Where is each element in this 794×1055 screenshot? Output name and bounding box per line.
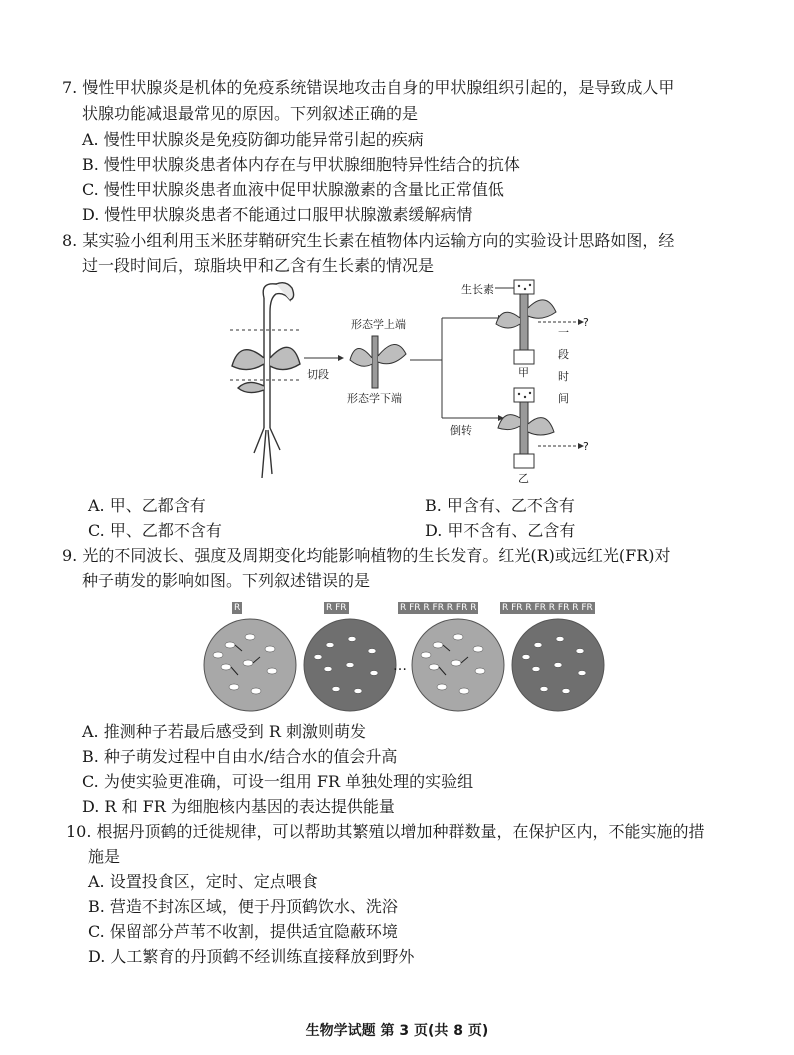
time-label-1: 一 (558, 326, 569, 339)
q9-option-d: D. R 和 FR 为细胞核内基因的表达提供能量 (82, 797, 395, 816)
q10-option-a: A. 设置投食区，定时、定点喂食 (88, 872, 318, 891)
q8-figure (220, 278, 600, 488)
time-label-4: 间 (558, 392, 569, 405)
upper-end-label: 形态学上端 (351, 318, 406, 331)
q9-stem-line2: 种子萌发的影响如图。下列叙述错误的是 (82, 571, 371, 590)
q7-stem-line1: 7. 慢性甲状腺炎是机体的免疫系统错误地攻击自身的甲状腺组织引起的，是导致成人甲 (62, 78, 675, 97)
question-mark-bottom: ? (583, 440, 589, 453)
q10-option-b: B. 营造不封冻区域，便于丹顶鹤饮水、洗浴 (88, 897, 398, 916)
q9-option-b: B. 种子萌发过程中自由水/结合水的值会升高 (82, 747, 398, 766)
time-label-3: 时 (558, 370, 569, 383)
plate3-label: R FR R FR R FR R (400, 603, 477, 613)
q9-option-c: C. 为使实验更准确，可设一组用 FR 单独处理的实验组 (82, 772, 474, 791)
q7-stem-line2: 状腺功能减退最常见的原因。下列叙述正确的是 (82, 104, 419, 123)
q10-stem-line1: 10. 根据丹顶鹤的迁徙规律，可以帮助其繁殖以增加种群数量，在保护区内，不能实施的措 (66, 822, 705, 841)
plate1-label: R (234, 603, 241, 613)
plate2-label: R FR (326, 603, 347, 613)
q10-stem-line2: 施是 (88, 847, 121, 866)
q10-option-d: D. 人工繁育的丹顶鹤不经训练直接释放到野外 (88, 947, 415, 966)
time-label-2: 段 (558, 348, 569, 361)
cut-label: 切段 (307, 368, 329, 381)
q9-stem-line1: 9. 光的不同波长、强度及周期变化均能影响植物的生长发育。红光(R)或远红光(FR)对 (62, 546, 671, 565)
page-footer: 生物学试题 第 3 页(共 8 页) (305, 1023, 489, 1039)
q10-option-c: C. 保留部分芦苇不收割，提供适宜隐蔽环境 (88, 922, 398, 941)
q7-option-d: D. 慢性甲状腺炎患者不能通过口服甲状腺激素缓解病情 (82, 205, 473, 224)
plates-ellipsis: … (393, 658, 407, 674)
q8-option-a: A. 甲、乙都含有 (88, 496, 206, 515)
block-b-label: 乙 (518, 472, 529, 485)
q8-option-d: D. 甲不含有、乙含有 (425, 521, 576, 540)
q8-option-b: B. 甲含有、乙不含有 (425, 496, 575, 515)
plate4-label: R FR R FR R FR R FR (502, 603, 593, 613)
question-mark-top: ? (583, 316, 589, 329)
q8-stem-line1: 8. 某实验小组利用玉米胚芽鞘研究生长素在植物体内运输方向的实验设计思路如图，经 (62, 231, 675, 250)
q8-option-c: C. 甲、乙都不含有 (88, 521, 222, 540)
invert-label: 倒转 (450, 424, 472, 437)
lower-end-label: 形态学下端 (347, 392, 402, 405)
auxin-label: 生长素 (461, 283, 494, 296)
q7-option-a: A. 慢性甲状腺炎是免疫防御功能异常引起的疾病 (82, 130, 424, 149)
q9-option-a: A. 推测种子若最后感受到 R 刺激则萌发 (82, 722, 366, 741)
q8-stem-line2: 过一段时间后，琼脂块甲和乙含有生长素的情况是 (82, 256, 435, 275)
block-a-label: 甲 (518, 366, 529, 379)
q7-option-b: B. 慢性甲状腺炎患者体内存在与甲状腺细胞特异性结合的抗体 (82, 155, 520, 174)
q7-option-c: C. 慢性甲状腺炎患者血液中促甲状腺激素的含量比正常值低 (82, 180, 504, 199)
